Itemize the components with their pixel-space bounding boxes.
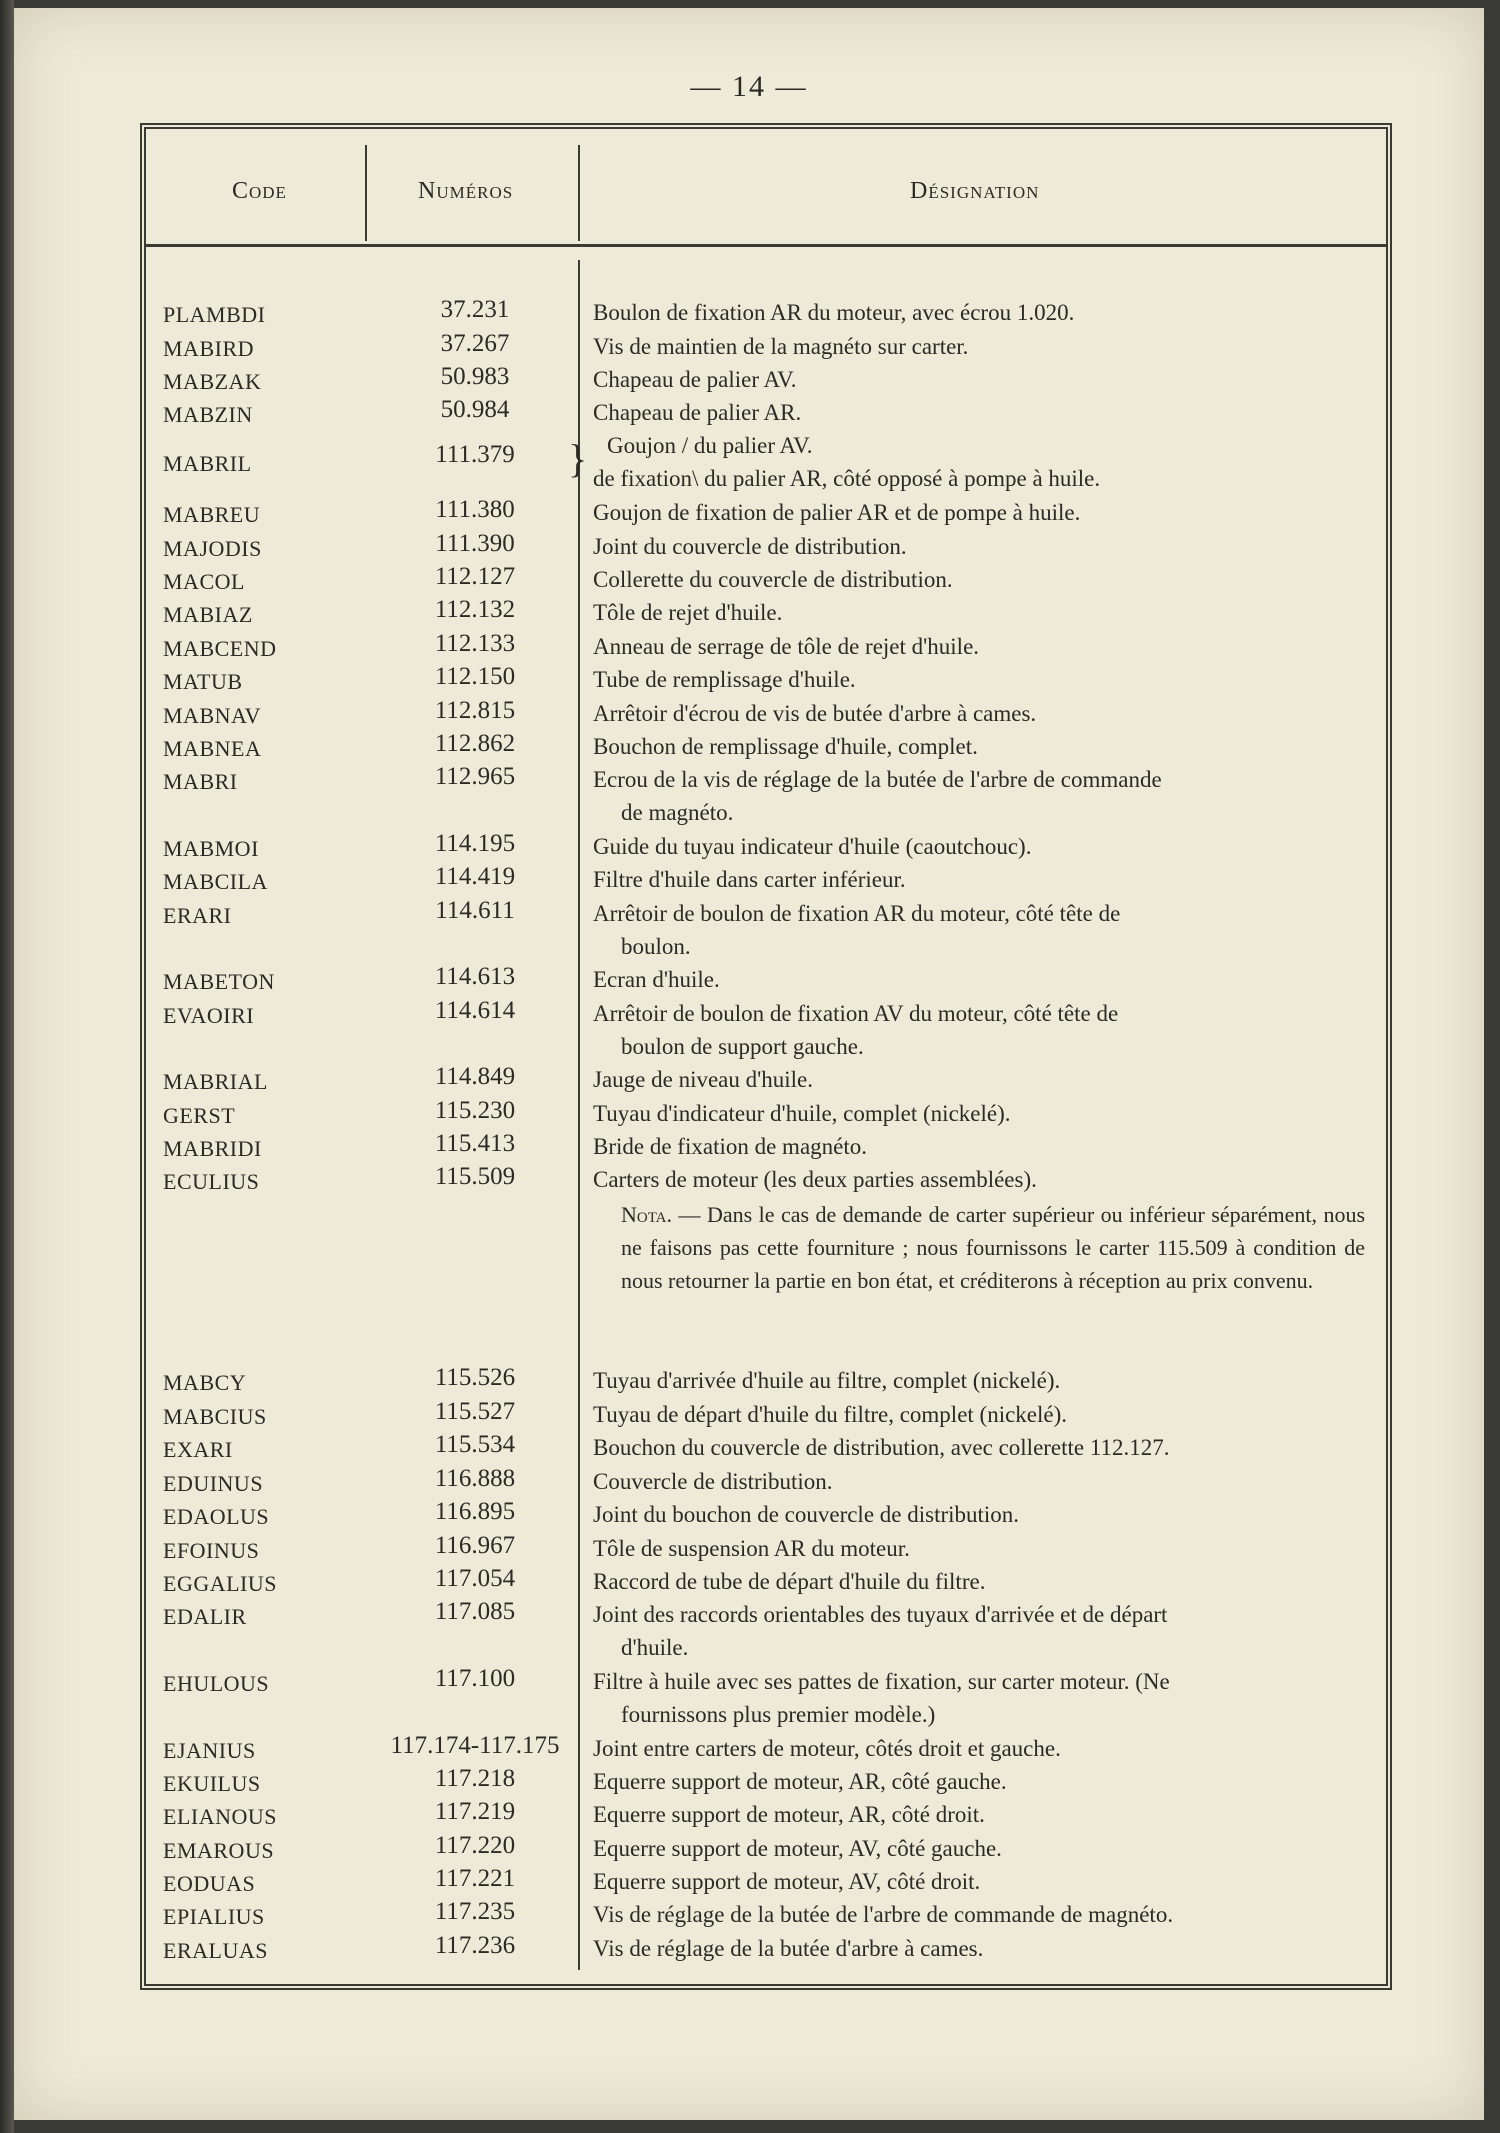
part-code: EVAOIRI xyxy=(163,1003,255,1028)
part-code: EXARI xyxy=(163,1437,233,1462)
designation-line: Goujon de fixation de palier AR et de pompe à huile. xyxy=(593,500,1081,525)
designation-line: Tôle de suspension AR du moteur. xyxy=(593,1536,910,1561)
part-number: 115.413 xyxy=(434,1130,516,1157)
designation-line: Carters de moteur (les deux parties assemblées). xyxy=(593,1167,1037,1192)
part-designation xyxy=(593,1865,1365,1898)
designation-line: Joint du bouchon de couvercle de distribution. xyxy=(593,1502,1020,1527)
designation-line: Tôle de rejet d'huile. xyxy=(593,600,783,625)
part-designation xyxy=(593,630,1365,663)
part-designation xyxy=(593,1130,1365,1163)
part-code: GERST xyxy=(163,1103,236,1128)
part-code: MABZIN xyxy=(163,402,253,427)
part-code: MABZAK xyxy=(163,369,262,394)
part-designation xyxy=(593,1398,1365,1431)
part-number: 115.509 xyxy=(434,1163,516,1190)
designation-line: Equerre support de moteur, AR, côté gauche. xyxy=(593,1769,1007,1794)
part-code: ERARI xyxy=(163,903,232,928)
designation-line: Bride de fixation de magnéto. xyxy=(593,1134,868,1159)
part-designation xyxy=(593,563,1365,596)
designation-line: Joint des raccords orientables des tuyaux d'arrivée et de départ xyxy=(593,1602,1168,1627)
designation-line: Filtre à huile avec ses pattes de fixation, sur carter moteur. (Ne xyxy=(593,1669,1170,1694)
part-number: 112.132 xyxy=(434,596,516,623)
part-designation xyxy=(593,330,1365,363)
part-code: EPIALIUS xyxy=(163,1904,265,1929)
part-number: 112.133 xyxy=(434,630,516,657)
part-number: 37.231 xyxy=(440,296,510,323)
part-code: MAJODIS xyxy=(163,536,262,561)
part-number: 116.895 xyxy=(434,1498,516,1525)
designation-continuation: de magnéto. xyxy=(621,800,734,825)
designation-line: Vis de réglage de la butée de l'arbre de commande de magnéto. xyxy=(593,1902,1174,1927)
part-designation xyxy=(593,1532,1365,1565)
note-label: Nota. xyxy=(621,1202,673,1227)
note-paragraph xyxy=(621,1198,1365,1297)
part-designation xyxy=(593,1431,1365,1464)
part-designation xyxy=(593,1364,1365,1397)
part-number: 112.965 xyxy=(434,763,516,790)
designation-line: Bouchon de remplissage d'huile, complet. xyxy=(593,734,978,759)
part-designation xyxy=(593,1798,1365,1831)
part-designation xyxy=(593,1832,1365,1865)
part-code: MABCIUS xyxy=(163,1404,267,1429)
header-separator xyxy=(146,244,1386,247)
part-number: 114.613 xyxy=(434,963,516,990)
part-code: MABRI xyxy=(163,769,238,794)
part-code: MABIAZ xyxy=(163,602,253,627)
part-number: 114.195 xyxy=(434,830,516,857)
column-rule-header-2 xyxy=(578,145,580,241)
part-code: EGGALIUS xyxy=(163,1571,277,1596)
part-number: 117.236 xyxy=(434,1932,516,1959)
note-text: — Dans le cas de demande de carter supérieur ou inférieur séparément, nous ne faisons pas cette fourniture ; nous fournissons le carter 115.509 à condition de nous retourner la partie en bon état, et créditerons à réception au prix convenu. xyxy=(621,1202,1366,1293)
part-designation xyxy=(593,429,1365,495)
book-spine xyxy=(0,0,14,2133)
part-designation xyxy=(593,496,1365,529)
part-number: 117.219 xyxy=(434,1798,516,1825)
part-number: 114.849 xyxy=(434,1063,516,1090)
designation-line: Joint entre carters de moteur, côtés droit et gauche. xyxy=(593,1736,1061,1761)
part-code: EKUILUS xyxy=(163,1771,261,1796)
part-code: MABETON xyxy=(163,969,275,994)
part-code: MABNAV xyxy=(163,703,261,728)
part-number: 117.221 xyxy=(434,1865,516,1892)
part-designation xyxy=(593,897,1365,963)
part-code: EDAOLUS xyxy=(163,1504,270,1529)
part-number: 37.267 xyxy=(440,330,510,357)
part-code: MABRIDI xyxy=(163,1136,262,1161)
part-designation xyxy=(593,963,1365,996)
designation-line: Equerre support de moteur, AV, côté droit. xyxy=(593,1869,981,1894)
part-code: EMAROUS xyxy=(163,1838,275,1863)
part-designation xyxy=(593,730,1365,763)
page-number: — 14 — xyxy=(690,70,808,103)
part-code: EODUAS xyxy=(163,1871,256,1896)
part-code: MABIRD xyxy=(163,336,255,361)
part-designation xyxy=(593,830,1365,863)
designation-line: Collerette du couvercle de distribution. xyxy=(593,567,953,592)
part-number: 117.054 xyxy=(434,1565,516,1592)
part-number: 116.888 xyxy=(434,1465,516,1492)
part-number: 115.526 xyxy=(434,1364,516,1391)
header-numeros: Numéros xyxy=(418,178,514,204)
designation-line: Chapeau de palier AR. xyxy=(593,400,802,425)
part-number: 50.983 xyxy=(440,363,510,390)
part-designation xyxy=(593,1063,1365,1096)
designation-continuation: d'huile. xyxy=(621,1635,689,1660)
designation-line: Vis de maintien de la magnéto sur carter. xyxy=(593,334,969,359)
designation-line: Tube de remplissage d'huile. xyxy=(593,667,856,692)
header-code: Code xyxy=(232,178,287,204)
part-number: 114.419 xyxy=(434,863,516,890)
designation-line: Tuyau d'indicateur d'huile, complet (nickelé). xyxy=(593,1101,1011,1126)
part-code: EDUINUS xyxy=(163,1471,264,1496)
part-code: MABRIAL xyxy=(163,1069,268,1094)
designation-line: Tuyau de départ d'huile du filtre, complet (nickelé). xyxy=(593,1402,1068,1427)
part-code: MABCILA xyxy=(163,869,268,894)
designation-continuation: fournissons plus premier modèle.) xyxy=(621,1702,936,1727)
part-number: 117.085 xyxy=(434,1598,516,1625)
part-number: 112.150 xyxy=(434,663,516,690)
part-code: MABCY xyxy=(163,1370,247,1395)
part-code: MABREU xyxy=(163,502,261,527)
part-designation xyxy=(593,1097,1365,1130)
designation-line: Boulon de fixation AR du moteur, avec écrou 1.020. xyxy=(593,300,1075,325)
header-designation: Désignation xyxy=(910,178,1040,204)
designation-line: Joint du couvercle de distribution. xyxy=(593,534,907,559)
part-designation xyxy=(593,863,1365,896)
part-code: MABCEND xyxy=(163,636,277,661)
designation-line: Guide du tuyau indicateur d'huile (caoutchouc). xyxy=(593,834,1032,859)
designation-line: Jauge de niveau d'huile. xyxy=(593,1067,814,1092)
designation-line: Arrêtoir de boulon de fixation AR du moteur, côté tête de xyxy=(593,901,1121,926)
designation-line: Ecran d'huile. xyxy=(593,967,720,992)
grouping-brace: } xyxy=(568,436,588,481)
designation-line: Couvercle de distribution. xyxy=(593,1469,833,1494)
part-designation xyxy=(593,997,1365,1063)
part-designation xyxy=(593,1163,1365,1196)
part-code: ERALUAS xyxy=(163,1938,268,1963)
part-designation xyxy=(593,1565,1365,1598)
part-number: 115.534 xyxy=(434,1431,516,1458)
part-code: EDALIR xyxy=(163,1604,247,1629)
part-code: PLAMBDI xyxy=(163,302,266,327)
part-number: 111.379 xyxy=(435,441,515,468)
part-number: 115.230 xyxy=(434,1097,516,1124)
part-code: MABRIL xyxy=(163,451,252,476)
part-number: 111.380 xyxy=(435,496,515,523)
part-number: 50.984 xyxy=(440,396,510,423)
designation-continuation: boulon. xyxy=(621,934,691,959)
part-number: 116.967 xyxy=(434,1532,516,1559)
part-number: 117.100 xyxy=(434,1665,516,1692)
designation-line: Goujon / du palier AV. xyxy=(607,433,813,458)
designation-line: Bouchon du couvercle de distribution, avec collerette 112.127. xyxy=(593,1435,1170,1460)
part-designation xyxy=(593,396,1365,429)
part-designation xyxy=(593,530,1365,563)
part-number: 112.862 xyxy=(434,730,516,757)
designation-line: Vis de réglage de la butée d'arbre à cames. xyxy=(593,1936,984,1961)
designation-line: Tuyau d'arrivée d'huile au filtre, complet (nickelé). xyxy=(593,1368,1061,1393)
designation-line: Anneau de serrage de tôle de rejet d'huile. xyxy=(593,634,980,659)
designation-continuation: de fixation\ du palier AR, côté opposé à pompe à huile. xyxy=(593,466,1101,491)
part-number: 111.390 xyxy=(435,530,515,557)
part-designation xyxy=(593,363,1365,396)
designation-line: Filtre d'huile dans carter inférieur. xyxy=(593,867,906,892)
part-designation xyxy=(593,1765,1365,1798)
part-code: MABMOI xyxy=(163,836,259,861)
part-number: 112.815 xyxy=(434,697,516,724)
designation-line: Chapeau de palier AV. xyxy=(593,367,797,392)
part-designation xyxy=(593,663,1365,696)
part-designation xyxy=(593,1898,1365,1931)
part-designation xyxy=(593,1598,1365,1664)
part-designation xyxy=(593,697,1365,730)
part-designation xyxy=(593,1665,1365,1731)
part-number: 117.235 xyxy=(434,1898,516,1925)
part-designation xyxy=(593,763,1365,829)
part-code: EJANIUS xyxy=(163,1738,256,1763)
part-designation xyxy=(593,1732,1365,1765)
designation-line: Equerre support de moteur, AV, côté gauche. xyxy=(593,1836,1002,1861)
designation-line: Arrêtoir d'écrou de vis de butée d'arbre à cames. xyxy=(593,701,1037,726)
part-designation xyxy=(593,1932,1365,1965)
part-number: 114.611 xyxy=(435,897,515,924)
part-number: 115.527 xyxy=(434,1398,516,1425)
designation-continuation: boulon de support gauche. xyxy=(621,1034,864,1059)
part-designation xyxy=(593,1498,1365,1531)
designation-line: Equerre support de moteur, AR, côté droit. xyxy=(593,1802,985,1827)
part-designation xyxy=(593,596,1365,629)
designation-line: Arrêtoir de boulon de fixation AV du moteur, côté tête de xyxy=(593,1001,1119,1026)
part-code: EFOINUS xyxy=(163,1538,260,1563)
designation-line: Raccord de tube de départ d'huile du filtre. xyxy=(593,1569,986,1594)
part-designation xyxy=(593,1465,1365,1498)
designation-line: Ecrou de la vis de réglage de la butée de l'arbre de commande xyxy=(593,767,1162,792)
part-number: 117.220 xyxy=(434,1832,516,1859)
part-code: MABNEA xyxy=(163,736,262,761)
part-number: 117.174-117.175 xyxy=(390,1732,560,1759)
column-rule-header-1 xyxy=(365,145,367,241)
part-code: EHULOUS xyxy=(163,1671,270,1696)
part-number: 117.218 xyxy=(434,1765,516,1792)
part-code: ECULIUS xyxy=(163,1169,260,1194)
part-number: 112.127 xyxy=(434,563,516,590)
part-code: ELIANOUS xyxy=(163,1804,277,1829)
part-designation xyxy=(593,296,1365,329)
part-number: 114.614 xyxy=(434,997,516,1024)
part-code: MACOL xyxy=(163,569,245,594)
part-code: MATUB xyxy=(163,669,243,694)
